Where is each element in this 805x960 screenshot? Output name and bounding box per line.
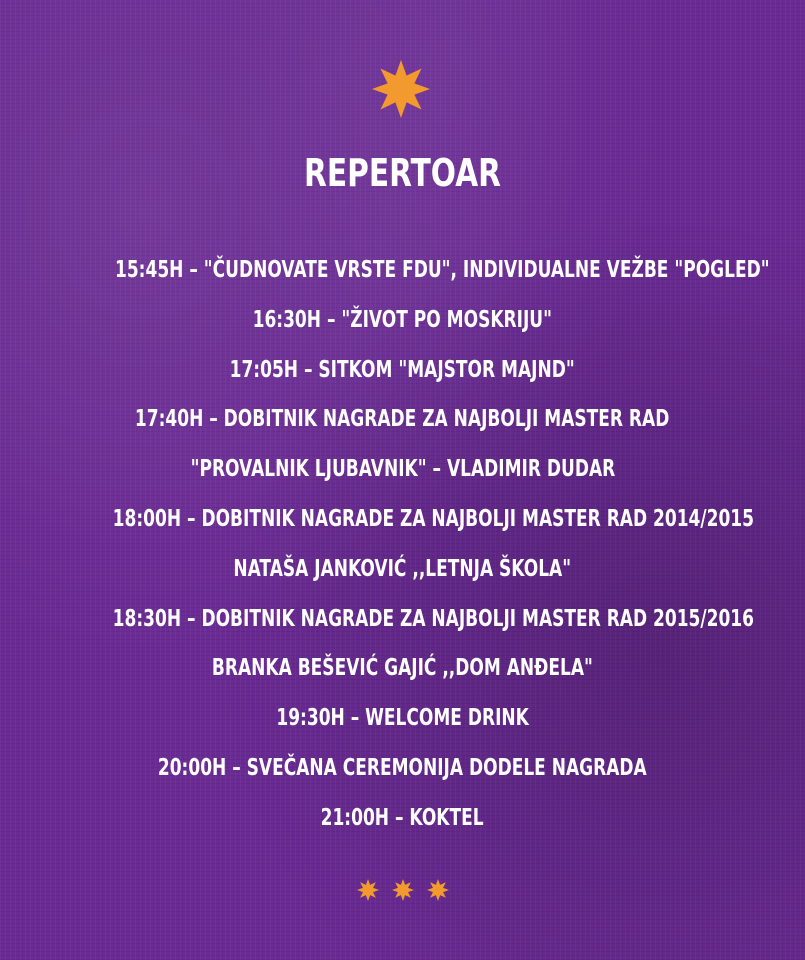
schedule-line: 19:30H – WELCOME DRINK (276, 705, 529, 732)
schedule-line: BRANKA BEŠEVIĆ GAJIĆ ,,DOM ANĐELA" (211, 655, 593, 682)
schedule-line: 17:05H – SITKOM "MAJSTOR MAJND" (229, 356, 576, 383)
schedule-line: 16:30H – "ŽIVOT PO MOSKRIJU" (252, 306, 553, 333)
star-icon (427, 879, 449, 901)
schedule-line: 21:00H – KOKTEL (321, 804, 484, 831)
schedule-line: 17:40H – DOBITNIK NAGRADE ZA NAJBOLJI MASTER RAD (135, 406, 670, 433)
schedule-line: 15:45H – "ČUDNOVATE VRSTE FDU", INDIVIDUALNE VEŽBE "POGLED" (114, 257, 770, 283)
star-icon (357, 879, 379, 901)
star-icon (392, 879, 414, 901)
star-burst-icon (372, 60, 430, 118)
schedule-list (0, 246, 805, 844)
bottom-stars (357, 879, 449, 903)
schedule-line: 20:00H – SVEČANA CEREMONIJA DODELE NAGRADA (158, 754, 647, 781)
page-title: REPERTOAR (304, 151, 501, 195)
schedule-line: NATAŠA JANKOVIĆ ,,LETNJA ŠKOLA" (233, 555, 572, 582)
schedule-line: 18:30H – DOBITNIK NAGRADE ZA NAJBOLJI MASTER RAD 2015/2016 (112, 605, 754, 632)
schedule-line: "PROVALNIK LJUBAVNIK" – VLADIMIR DUDAR (190, 456, 615, 483)
schedule-line: 18:00H – DOBITNIK NAGRADE ZA NAJBOLJI MASTER RAD 2014/2015 (112, 505, 754, 532)
star-burst-shape (372, 60, 430, 118)
